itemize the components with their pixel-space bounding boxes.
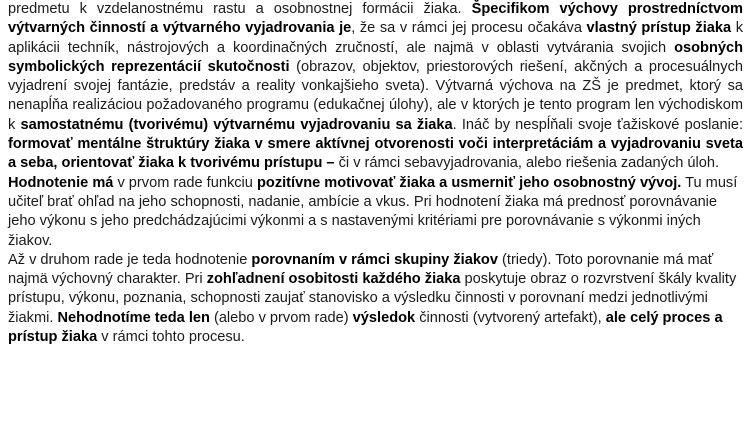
emphasized-text: samostatnému (tvorivému) výtvarnému vyjadrovaniu sa žiaka [20,116,453,133]
emphasized-text: Špecifikom výchovy prostredníctvom výtvarných činností a výtvarného vyjadrovania je [8,1,743,37]
emphasized-text: porovnaním v rámci skupiny žiakov [251,251,498,268]
body-text: v prvom rade funkciu [113,174,257,191]
body-text: . Ináč by nespĺňali svoje ťažiskové poslanie: [452,116,744,133]
emphasized-text: zohľadnení osobitosti každého žiaka [206,271,461,288]
body-text: poskytuje obraz o rozvrstvení škály kvality prístupu, výkonu, poznania, schopnosti zaujať stanovisko a výsledku činnosti v porovnaní medzi jednotlivými žiakmi. [8,271,737,326]
body-text: (obrazov, objektov, priestorových riešení, akčných a procesuálnych vyjadrení svojej fantázie, predstáv a reality vonkajšieho sveta). Výtvarná výchova na ZŠ je predmet, ktorý sa nenapĺňa realizáciou požadovaného programu (edukačnej úlohy), ale v ktorých je tento program len východiskom k [8,58,744,133]
paragraph-assessment-purpose [8,174,743,251]
emphasized-text: osobných symbolických reprezentácií skutočnosti [8,39,743,75]
body-text: k aplikácii techník, nástrojových a koordinačných zručností, ale najmä v oblasti vytvárania svojich [8,20,743,56]
emphasized-text: Hodnotenie má [8,174,114,191]
body-text: , že sa v rámci jej procesu očakáva [351,20,587,37]
body-text: (alebo v prvom rade) [209,309,353,326]
emphasized-text: Nehodnotíme teda len [57,309,210,326]
body-text: predmetu k vzdelanostnému rastu a osobnostnej formácii žiaka. [8,1,462,17]
emphasized-text: formovať mentálne štruktúry žiaka v smere aktívnej otvorenosti voči interpretáciám a vyjadrovaniu sveta a seba, orientovať žiaka k tvorivému prístupu – [8,136,743,172]
body-text: Až v druhom rade je teda hodnotenie [8,251,252,268]
body-text: činnosti (vytvorený artefakt), [415,309,606,326]
body-text: v rámci tohto procesu. [97,329,245,346]
paragraph-group-comparison [8,251,743,347]
emphasized-text: výsledok [352,309,416,326]
body-text: či v rámci sebavyjadrovania, alebo riešenia zadaných úloh. [334,155,720,172]
body-text [462,1,472,17]
emphasized-text: vlastný prístup žiaka [586,20,732,37]
body-text: (triedy). Toto porovnanie má mať najmä výchovný charakter. Pri [8,251,714,288]
body-text: Tu musí učiteľ brať ohľad na jeho schopnosti, nadanie, ambície a vkus. Pri hodnotení žiaka má prednosť porovnávanie jeho výkonu s jeho predchádzajúcimi výkonmi a s nastavenými kritériami pre porovnávanie s výkonmi iných žiakov. [8,174,738,249]
emphasized-text: ale celý proces a prístup žiaka [8,309,723,346]
paragraph-art-education [8,0,743,174]
emphasized-text: pozitívne motivovať žiaka a usmerniť jeho osobnostný vývoj. [256,174,682,191]
